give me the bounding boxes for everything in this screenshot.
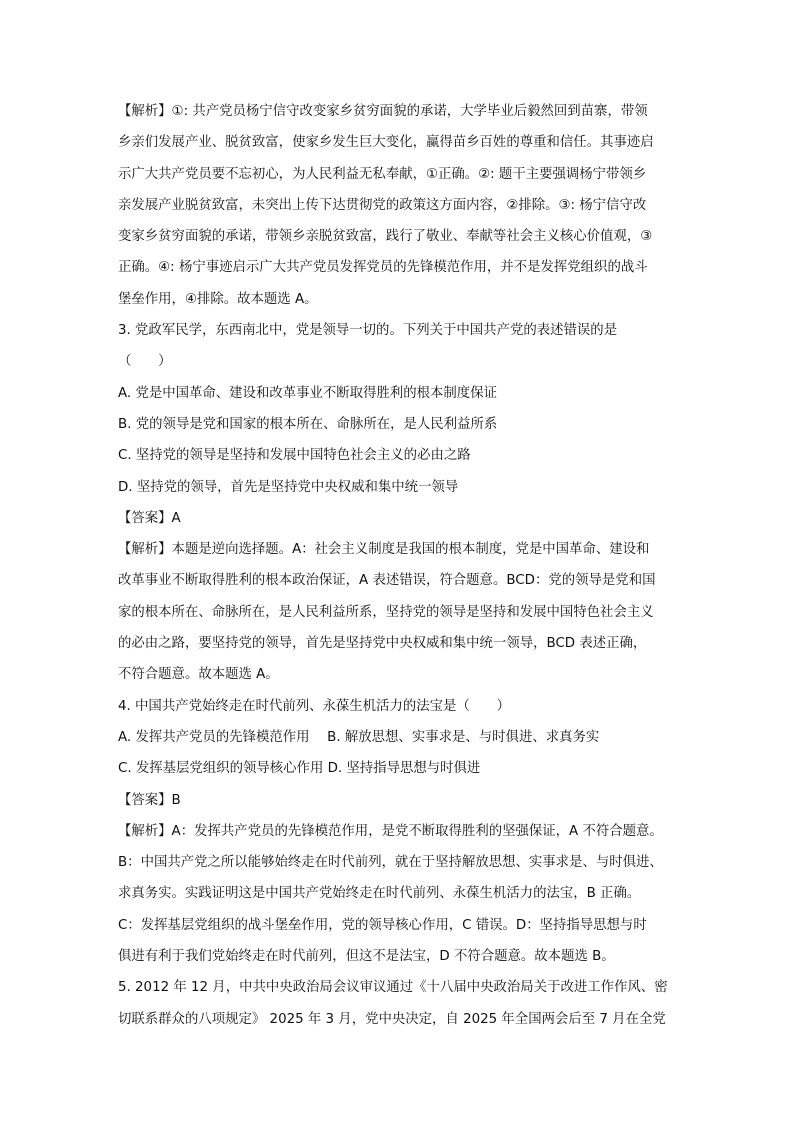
question-3-stem-line-2: （ ）: [118, 354, 172, 370]
question-4-stem: 4. 中国共产党始终走在时代前列、永葆生机活力的法宝是（ ）: [118, 698, 510, 714]
question-4-options-ab: A. 发挥共产党员的先锋模范作用 B. 解放思想、实事求是、与时俱进、求真务实: [118, 729, 600, 745]
analysis-q3-line-5: 不符合题意。故本题选 A。: [118, 667, 279, 683]
analysis-q2-line-4: 亲发展产业脱贫致富，未突出上传下达贯彻党的政策这方面内容，②排除。③: 杨宁信守改: [118, 197, 647, 213]
question-3-option-a: A. 党是中国革命、建设和改革事业不断取得胜利的根本制度保证: [118, 385, 497, 401]
question-3-option-c: C. 坚持党的领导是坚持和发展中国特色社会主义的必由之路: [118, 448, 471, 464]
document-page: [118, 96, 678, 1035]
analysis-q4-line-3: 求真务实。实践证明这是中国共产党始终走在时代前列、永葆生机活力的法宝，B 正确。: [118, 886, 641, 902]
question-3-option-d: D. 坚持党的领导，首先是坚持党中央权威和集中统一领导: [118, 479, 459, 495]
question-4-options-cd: C. 发挥基层党组织的领导核心作用 D. 坚持指导思想与时俱进: [118, 761, 481, 777]
analysis-q4-line-5: 俱进有利于我们党始终走在时代前列，但这不是法宝，D 不符合题意。故本题选 B。: [118, 949, 615, 965]
analysis-q2-line-1: 【解析】①: 共产党员杨宁信守改变家乡贫穷面貌的承诺，大学毕业后毅然回到苗寨，带领: [118, 104, 648, 119]
analysis-q3-line-4: 的必由之路，要坚持党的领导，首先是坚持党中央权威和集中统一领导，BCD 表述正确，: [118, 636, 647, 652]
analysis-q3-line-3: 家的根本所在、命脉所在，是人民利益所系，坚持党的领导是坚持和发展中国特色社会主义: [118, 604, 654, 620]
analysis-q2-line-2: 乡亲们发展产业、脱贫致富，使家乡发生巨大变化，赢得苗乡百姓的尊重和信任。其事迹启: [118, 135, 654, 151]
analysis-q2-line-7: 堡垒作用，④排除。故本题选 A。: [118, 291, 318, 307]
question-3-stem-line-1: 3. 党政军民学，东西南北中，党是领导一切的。下列关于中国共产党的表述错误的是: [118, 323, 618, 339]
analysis-q4-line-2: B：中国共产党之所以能够始终走在时代前列，就在于坚持解放思想、实事求是、与时俱进、: [118, 855, 663, 871]
analysis-q2-line-3: 示广大共产党员要不忘初心，为人民利益无私奉献，①正确。②: 题干主要强调杨宁带领乡: [118, 166, 647, 182]
question-4-answer: 【答案】B: [118, 792, 181, 808]
analysis-q4-line-4: C：发挥基层党组织的战斗堡垒作用，党的领导核心作用，C 错误。D：坚持指导思想与时: [118, 917, 647, 933]
analysis-q4-line-1: 【解析】A：发挥共产党员的先锋模范作用，是党不断取得胜利的坚强保证，A 不符合题意。: [118, 823, 663, 839]
analysis-q2-line-6: 正确。④: 杨宁事迹启示广大共产党员发挥党员的先锋模范作用，并不是发挥党组织的战斗: [118, 260, 648, 276]
analysis-q3-line-2: 改革事业不断取得胜利的根本政治保证，A 表述错误，符合题意。BCD：党的领导是党和国: [118, 573, 656, 589]
question-5-stem-line-2: 切联系群众的八项规定》 2025 年 3 月，党中央决定，自 2025 年全国两会后至 7 月在全党: [118, 1011, 666, 1027]
question-3-option-b: B. 党的领导是党和国家的根本所在、命脉所在，是人民利益所系: [118, 416, 498, 432]
analysis-q3-line-1: 【解析】本题是逆向选择题。A：社会主义制度是我国的根本制度，党是中国革命、建设和: [118, 542, 650, 558]
analysis-q2-line-5: 变家乡贫穷面貌的承诺，带领乡亲脱贫致富，践行了敬业、奉献等社会主义核心价值观，③: [118, 229, 653, 245]
question-3-answer: 【答案】A: [118, 510, 181, 526]
question-5-stem-line-1: 5. 2012 年 12 月，中共中央政治局会议审议通过《十八届中央政治局关于改进工作作风、密: [118, 980, 668, 996]
